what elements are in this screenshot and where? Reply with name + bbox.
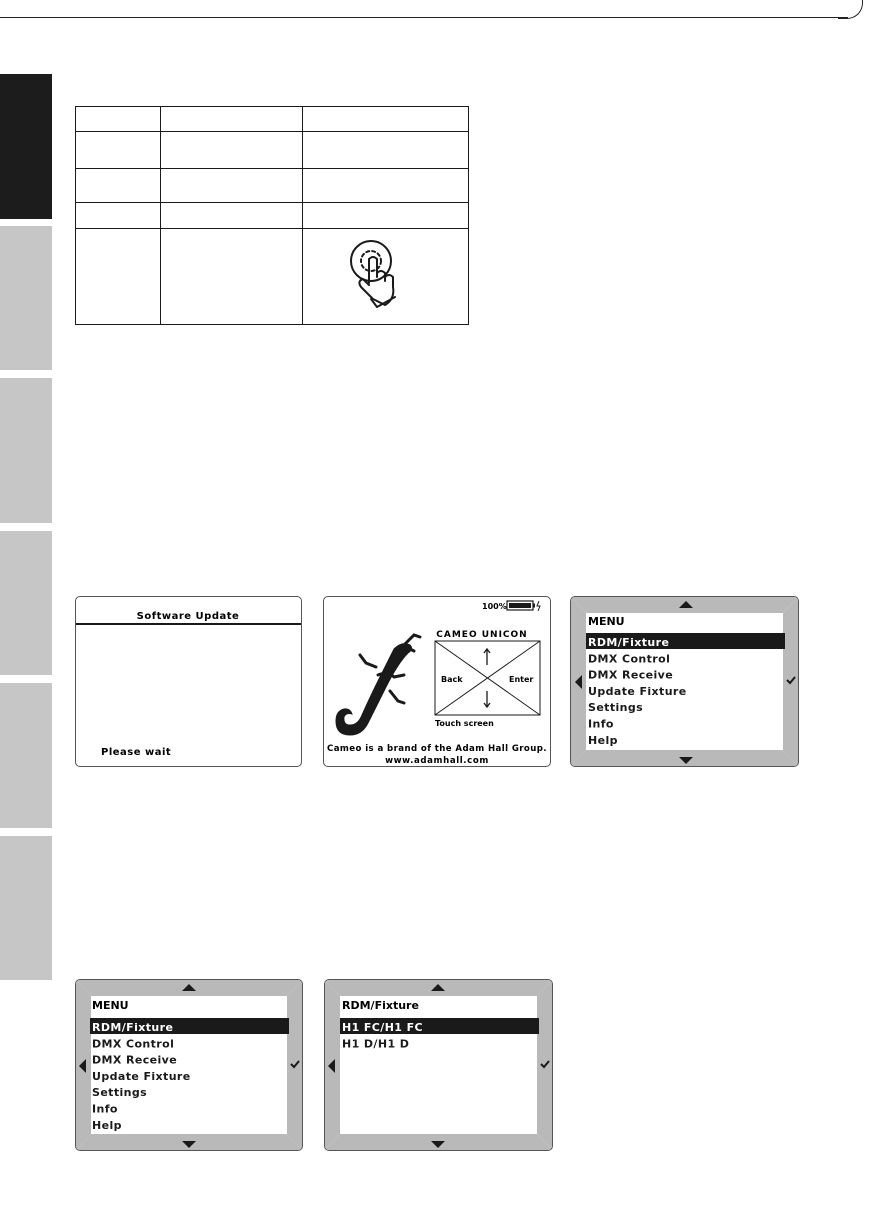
menu-item[interactable]: RDM/Fixture	[588, 636, 670, 649]
fixture-item[interactable]: H1 D/H1 D	[342, 1037, 410, 1051]
menu-item[interactable]: DMX Receive	[588, 668, 674, 682]
menu-title: MENU	[588, 615, 625, 628]
arrow-up-icon	[484, 649, 490, 665]
fixture-item[interactable]: H1 FC/H1 FC	[342, 1021, 423, 1034]
cameo-gecko-logo	[336, 635, 420, 735]
spec-table	[75, 106, 469, 325]
software-update-screen	[75, 596, 302, 767]
tab-5[interactable]	[0, 683, 52, 828]
back-label[interactable]: Back	[441, 675, 463, 684]
menu-screen-2	[75, 979, 303, 1151]
table-row	[76, 203, 469, 229]
battery-level: 100%	[482, 602, 507, 611]
menu-screen	[570, 596, 799, 767]
menu-list	[588, 636, 687, 747]
tab-3[interactable]	[0, 378, 52, 523]
menu-item[interactable]: Settings	[588, 701, 644, 715]
fixture-list	[342, 1021, 423, 1050]
screen-title: Software Update	[136, 611, 240, 622]
tab-6[interactable]	[0, 836, 52, 980]
menu-item[interactable]: Update Fixture	[92, 1069, 191, 1083]
arrow-down-icon	[484, 691, 490, 707]
table-row	[76, 107, 469, 132]
brand-url: www.adamhall.com	[385, 756, 489, 766]
menu-item[interactable]: DMX Control	[92, 1037, 175, 1051]
screen-title: RDM/Fixture	[342, 999, 419, 1012]
table-row	[76, 132, 469, 169]
menu-item[interactable]: RDM/Fixture	[92, 1021, 174, 1034]
home-screen	[323, 596, 551, 767]
menu-item[interactable]: Info	[92, 1102, 118, 1116]
touch-screen-label: Touch screen	[435, 719, 494, 728]
cut-guide-corner	[838, 0, 863, 19]
tab-1[interactable]	[0, 74, 52, 219]
tab-2[interactable]	[0, 226, 52, 370]
cut-guide-line	[0, 17, 848, 18]
tab-4[interactable]	[0, 531, 52, 675]
menu-item[interactable]: Update Fixture	[588, 684, 687, 698]
menu-item[interactable]: Help	[92, 1118, 122, 1132]
menu-item[interactable]: Info	[588, 717, 614, 731]
touch-hand-icon	[303, 229, 468, 324]
menu-item[interactable]: DMX Control	[588, 652, 671, 666]
battery-icon	[507, 601, 540, 611]
brand-line: Cameo is a brand of the Adam Hall Group.	[327, 744, 547, 754]
menu-item[interactable]: DMX Receive	[92, 1053, 178, 1067]
menu-list	[92, 1021, 191, 1132]
table-row	[76, 229, 469, 325]
enter-label[interactable]: Enter	[509, 675, 534, 684]
product-name: CAMEO UNICON	[436, 630, 528, 640]
table-row	[76, 169, 469, 203]
rdm-fixture-screen	[324, 979, 553, 1151]
menu-item[interactable]: Settings	[92, 1086, 148, 1100]
menu-item[interactable]: Help	[588, 733, 618, 747]
status-text: Please wait	[101, 747, 172, 758]
touch-cell	[303, 229, 469, 325]
menu-title: MENU	[92, 999, 129, 1012]
